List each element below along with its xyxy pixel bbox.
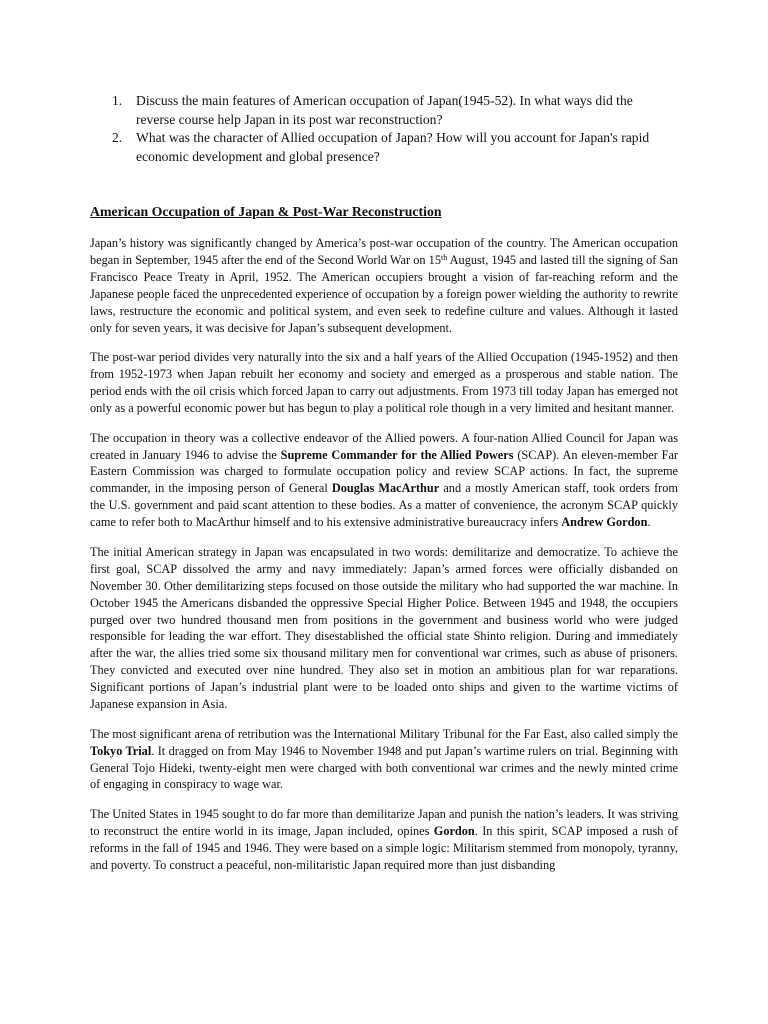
paragraph-6-text-c: . In this spirit, SCAP imposed a rush of reforms in the fall of 1945 and 1946. They were based on a simple logic: Militarism stemmed from monopoly, tyranny, and poverty. To construct a peaceful, non-militaristic Japan required more than just disbanding xyxy=(90,824,678,872)
paragraph-5-text-c: . It dragged on from May 1946 to November 1948 and put Japan’s wartime rulers on trial. Beginning with General Tojo Hideki, twenty-eight men were charged with both conventional war crimes and the newly minted crime of engaging in conspiracy to wage war. xyxy=(90,743,678,792)
paragraph-3-text-d: and a mostly American staff, took orders from the U.S. government and paid scant attention to these bodies. As a matter of convenience, the acronym SCAP quickly came to refer both to MacArthur himself and to his extensive administrative bureaucracy infers xyxy=(90,481,678,530)
paragraph-6-text-a: The United States in 1945 sought to do far more than demilitarize Japan and punish the nation’s leaders. It was striving to reconstruct the entire world in its image, Japan included, opines xyxy=(90,807,678,839)
bold-term-tokyo-trial: Tokyo Trial xyxy=(90,743,152,758)
question-number: 2. xyxy=(112,130,123,146)
question-text: Discuss the main features of American occupation of Japan(1945-52). In what ways did the reverse course help Japan in its post war reconstruction? xyxy=(136,93,633,127)
paragraph-6 xyxy=(90,806,678,874)
ordinal-suffix: th xyxy=(440,252,448,262)
paragraph-2: The post-war period divides very naturally into the six and a half years of the Allied Occupation (1945-1952) and then from 1952-1973 when Japan rebuilt her economy and society and emerged as a prosperous and stable nation. The period ends with the oil crisis which forced Japan to carry out adjustments. From 1973 till today Japan has emerged not only as a powerful economic power but has begun to play a political role though in a very limited and hesitant manner. xyxy=(90,350,678,415)
question-item xyxy=(112,129,672,166)
question-text: What was the character of Allied occupation of Japan? How will you account for Japan's rapid economic development and global presence? xyxy=(136,130,650,164)
paragraph-5-text-a: The most significant arena of retribution was the International Military Tribunal for the Far East, also called simply the xyxy=(90,726,678,741)
question-item xyxy=(112,92,672,129)
paragraph-1-text-b: August, 1945 and lasted till the signing of San Francisco Peace Treaty in April, 1952. The American occupiers brought a vision of far-reaching reform and the Japanese people faced the unprecedented experience of occupation by a foreign power wielding the authority to rewrite laws, restructure the economic and political system, and even seek to redefine culture and values. Although it lasted only for seven years, it was decisive for Japan’s subsequent development. xyxy=(90,252,678,335)
paragraph-5 xyxy=(90,726,678,794)
bold-term-scap: Supreme Commander for the Allied Powers xyxy=(280,447,514,462)
paragraph-3 xyxy=(90,430,678,531)
question-list xyxy=(112,92,672,166)
paragraph-1-text-a: Japan’s history was significantly changed by America’s post-war occupation of the country. The American occupation began in September, 1945 after the end of the Second World War on 15 xyxy=(90,236,678,267)
bold-term-gordon: Gordon xyxy=(433,824,475,839)
body-text xyxy=(90,235,678,887)
paragraph-4: The initial American strategy in Japan was encapsulated in two words: demilitarize and democratize. To achieve the first goal, SCAP dissolved the army and navy immediately: Japan’s armed forces were officially disbanded on November 30. Other demilitarizing steps focused on those outside the military who had supported the war machine. In October 1945 the Americans disbanded the oppressive Special Higher Police. Between 1945 and 1948, the occupiers purged over two hundred thousand men from positions in the government and business world who were judged responsible for leading the war effort. They disestablished the official state Shinto religion. During and immediately after the war, the allies tried some six thousand military men for conventional war crimes, such as abuse of prisoners. They convicted and executed over nine hundred. They also set in motion an ambitious plan for war reparations. Significant portions of Japan’s industrial plant were to be loaded onto ships and given to the wartime victims of Japanese expansion in Asia. xyxy=(90,544,678,712)
paragraph-3-text-a: The occupation in theory was a collective endeavor of the Allied powers. A four-nation Allied Council for Japan was created in January 1946 to advise the xyxy=(90,430,678,462)
bold-term-macarthur: Douglas MacArthur xyxy=(331,481,440,496)
question-number: 1. xyxy=(112,93,123,108)
paragraph-3-text-c: (SCAP). An eleven-member Far Eastern Commission was charged to formulate occupation policy and review SCAP actions. In fact, the supreme commander, in the imposing person of General xyxy=(90,447,678,496)
paragraph-3-text-e: . xyxy=(647,515,651,530)
section-heading: American Occupation of Japan & Post-War Reconstruction xyxy=(90,204,442,219)
bold-term-andrew-gordon: Andrew Gordon xyxy=(561,515,648,530)
paragraph-1 xyxy=(90,235,678,336)
